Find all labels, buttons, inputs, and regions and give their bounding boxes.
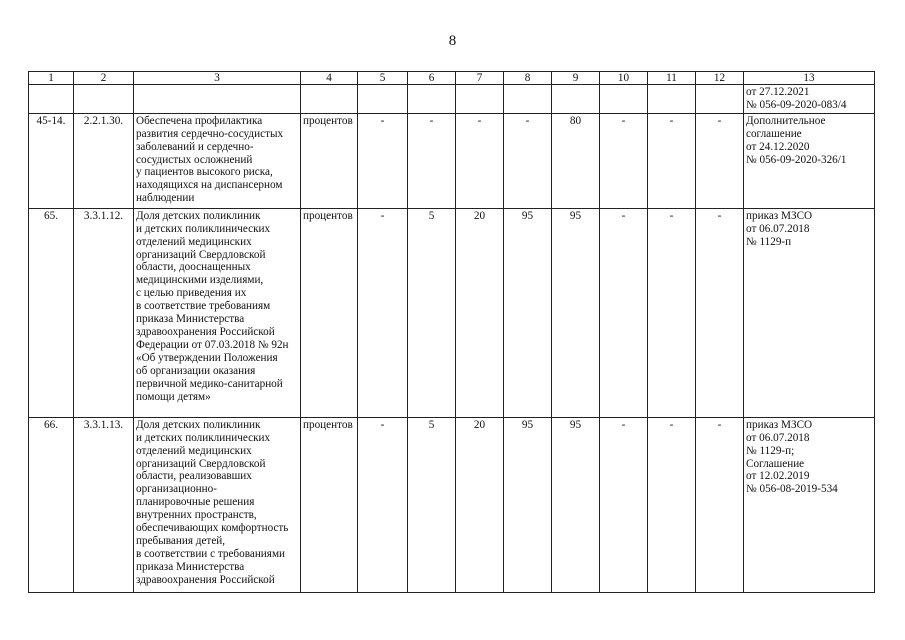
row-number-cell: 65. <box>29 208 74 417</box>
column-header: 5 <box>358 72 408 85</box>
value-cell: - <box>648 113 696 208</box>
indicator-name-cell: Доля детских поликлиник и детских поликлинических отделений медицинских организаций Свердловской области, реализовавших организационно- планировочные решения внутренних пространств, обеспечивающих комфортность пребывания детей, в соответствии с требованиями приказа Министерства здравоохранения Российской <box>134 417 301 592</box>
indicator-name-cell: Доля детских поликлиник и детских поликлинических отделений медицинских организаций Свердловской области, дооснащенных медицинскими изделиями, с целью приведения их в соответствие требованиям приказа Министерства здравоохранения Российской Федерации от 07.03.2018 № 92н «Об утверждении Положения об организации оказания первичной медико-санитарной помощи детям» <box>134 208 301 417</box>
value-cell: - <box>408 113 456 208</box>
row-number-cell <box>29 85 74 114</box>
column-header: 1 <box>29 72 74 85</box>
value-cell: 5 <box>408 417 456 592</box>
value-cell: - <box>600 417 648 592</box>
indicator-code-cell: 2.2.1.30. <box>74 113 134 208</box>
value-cell <box>456 85 504 114</box>
value-cell: 20 <box>456 417 504 592</box>
column-header: 12 <box>696 72 744 85</box>
value-cell <box>696 85 744 114</box>
unit-cell: процентов <box>301 208 358 417</box>
value-cell: - <box>600 113 648 208</box>
table-row <box>29 113 875 208</box>
value-cell: 95 <box>552 417 600 592</box>
column-header: 7 <box>456 72 504 85</box>
row-number-cell: 45-14. <box>29 113 74 208</box>
indicator-code-cell: 3.3.1.13. <box>74 417 134 592</box>
indicator-code-cell <box>74 85 134 114</box>
column-header: 9 <box>552 72 600 85</box>
indicators-table <box>28 71 875 593</box>
unit-cell <box>301 85 358 114</box>
value-cell <box>552 85 600 114</box>
row-number-cell: 66. <box>29 417 74 592</box>
value-cell: 95 <box>504 208 552 417</box>
value-cell: - <box>358 113 408 208</box>
value-cell: - <box>456 113 504 208</box>
value-cell: - <box>358 208 408 417</box>
value-cell: - <box>600 208 648 417</box>
source-document-cell: приказ МЗСО от 06.07.2018 № 1129-п <box>744 208 875 417</box>
column-header: 10 <box>600 72 648 85</box>
column-header: 6 <box>408 72 456 85</box>
value-cell: 20 <box>456 208 504 417</box>
value-cell: - <box>696 208 744 417</box>
indicator-name-cell: Обеспечена профилактика развития сердечно-сосудистых заболеваний и сердечно- сосудистых осложнений у пациентов высокого риска, находящихся на диспансерном наблюдении <box>134 113 301 208</box>
page-number: 8 <box>448 33 457 49</box>
source-document-cell: Дополнительное соглашение от 24.12.2020 № 056-09-2020-326/1 <box>744 113 875 208</box>
value-cell: - <box>504 113 552 208</box>
column-header: 3 <box>134 72 301 85</box>
value-cell: 95 <box>552 208 600 417</box>
value-cell <box>358 85 408 114</box>
value-cell <box>648 85 696 114</box>
value-cell <box>504 85 552 114</box>
value-cell <box>600 85 648 114</box>
unit-cell: процентов <box>301 417 358 592</box>
table-row <box>29 208 875 417</box>
value-cell: - <box>648 417 696 592</box>
value-cell: - <box>696 417 744 592</box>
value-cell: 95 <box>504 417 552 592</box>
value-cell: - <box>648 208 696 417</box>
table-row <box>29 85 875 114</box>
indicator-name-cell <box>134 85 301 114</box>
value-cell: - <box>696 113 744 208</box>
column-header: 8 <box>504 72 552 85</box>
value-cell: 80 <box>552 113 600 208</box>
table-row <box>29 417 875 592</box>
table-header-row <box>29 72 875 85</box>
value-cell: - <box>358 417 408 592</box>
column-header: 4 <box>301 72 358 85</box>
indicator-code-cell: 3.3.1.12. <box>74 208 134 417</box>
column-header: 13 <box>744 72 875 85</box>
column-header: 2 <box>74 72 134 85</box>
column-header: 11 <box>648 72 696 85</box>
source-document-cell: от 27.12.2021 № 056-09-2020-083/4 <box>744 85 875 114</box>
value-cell <box>408 85 456 114</box>
source-document-cell: приказ МЗСО от 06.07.2018 № 1129-п; Соглашение от 12.02.2019 № 056-08-2019-534 <box>744 417 875 592</box>
value-cell: 5 <box>408 208 456 417</box>
unit-cell: процентов <box>301 113 358 208</box>
